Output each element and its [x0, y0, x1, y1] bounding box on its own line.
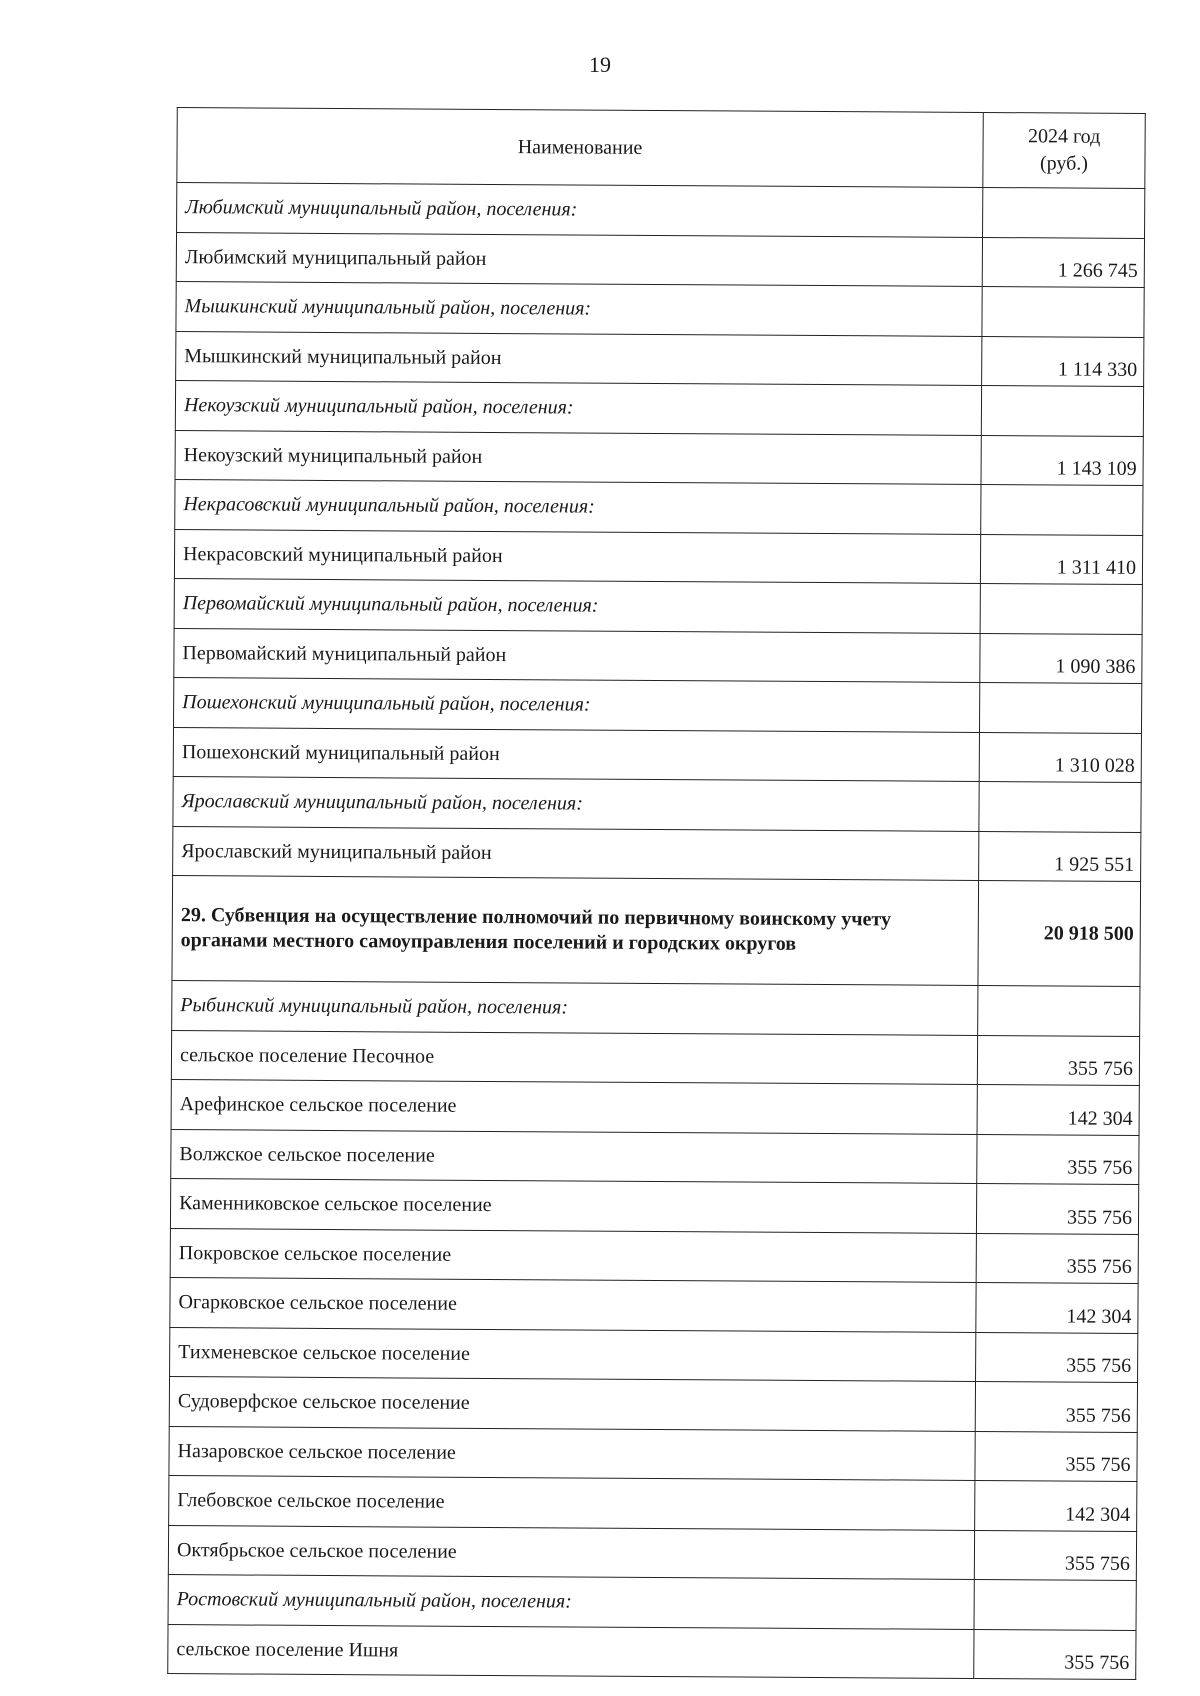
- row-name-cell: Волжское сельское поселение: [171, 1129, 977, 1183]
- column-header-year: [983, 112, 1145, 188]
- row-amount-cell: [979, 682, 1141, 732]
- row-name-cell: Назаровское сельское поселение: [169, 1426, 975, 1480]
- row-name-cell: Некоузский муниципальный район, поселения:: [175, 381, 981, 435]
- table-row: [174, 628, 1142, 683]
- row-name-cell: Любимский муниципальный район: [176, 232, 982, 286]
- column-header-name: Наименование: [177, 108, 983, 188]
- table-row: [170, 1179, 1138, 1234]
- row-amount-cell: [978, 985, 1140, 1035]
- subvention-table: [167, 107, 1146, 1680]
- district-group-row: [175, 480, 1143, 535]
- table-row: [176, 232, 1144, 287]
- table-row: [171, 1080, 1139, 1135]
- row-amount-cell: 1 114 330: [982, 336, 1144, 386]
- row-name-cell: 29. Субвенция на осуществление полномочий по первичному воинскому учету органами местного самоуправления поселений и городских округов: [172, 876, 979, 986]
- district-group-row: [172, 981, 1140, 1036]
- row-amount-cell: 142 304: [976, 1282, 1138, 1332]
- table-row: [171, 1030, 1139, 1085]
- table-row: [170, 1278, 1138, 1333]
- row-amount-cell: 355 756: [975, 1431, 1137, 1481]
- row-amount-cell: 142 304: [975, 1480, 1137, 1530]
- district-group-row: [177, 183, 1145, 238]
- row-name-cell: сельское поселение Ишня: [168, 1624, 974, 1678]
- row-name-cell: Судоверфское сельское поселение: [169, 1377, 975, 1431]
- row-amount-cell: [982, 286, 1144, 336]
- row-amount-cell: 355 756: [977, 1035, 1139, 1085]
- row-amount-cell: 1 143 109: [981, 435, 1143, 485]
- row-amount-cell: 20 918 500: [978, 880, 1141, 986]
- district-group-row: [174, 678, 1142, 733]
- row-amount-cell: 142 304: [977, 1084, 1139, 1134]
- row-name-cell: Ярославский муниципальный район, поселения:: [173, 777, 979, 831]
- table-row: [169, 1426, 1137, 1481]
- row-amount-cell: 355 756: [974, 1629, 1136, 1679]
- row-name-cell: Пошехонский муниципальный район: [173, 727, 979, 781]
- row-amount-cell: [979, 781, 1141, 831]
- row-amount-cell: 1 310 028: [979, 732, 1141, 782]
- district-group-row: [173, 777, 1141, 832]
- district-group-row: [175, 381, 1143, 436]
- table-row: [174, 529, 1142, 584]
- row-name-cell: Мышкинский муниципальный район: [176, 331, 982, 385]
- table-body: [168, 183, 1145, 1680]
- row-amount-cell: [980, 583, 1142, 633]
- table-row: [171, 1129, 1139, 1184]
- table-row: [176, 331, 1144, 386]
- page-number: 19: [589, 52, 611, 77]
- row-name-cell: Глебовское сельское поселение: [169, 1476, 975, 1530]
- row-name-cell: Ростовский муниципальный район, поселения:: [168, 1575, 974, 1629]
- table-row: [170, 1228, 1138, 1283]
- row-name-cell: сельское поселение Песочное: [171, 1030, 977, 1084]
- row-amount-cell: 355 756: [977, 1134, 1139, 1184]
- row-name-cell: Любимский муниципальный район, поселения:: [177, 183, 983, 237]
- row-name-cell: Каменниковское сельское поселение: [170, 1179, 976, 1233]
- row-amount-cell: 1 311 410: [980, 534, 1142, 584]
- table-row: [169, 1476, 1137, 1531]
- section-heading-row: [172, 876, 1141, 987]
- table-row: [168, 1525, 1136, 1580]
- table-header-row: [177, 108, 1145, 189]
- row-amount-cell: [981, 385, 1143, 435]
- row-name-cell: Огарковское сельское поселение: [170, 1278, 976, 1332]
- row-name-cell: Рыбинский муниципальный район, поселения:: [172, 981, 978, 1035]
- row-amount-cell: 1 925 551: [979, 831, 1141, 881]
- row-amount-cell: 355 756: [974, 1530, 1136, 1580]
- row-amount-cell: [981, 484, 1143, 534]
- row-name-cell: Некрасовский муниципальный район, поселения:: [175, 480, 981, 534]
- row-amount-cell: 1 090 386: [980, 633, 1142, 683]
- row-amount-cell: 355 756: [976, 1183, 1138, 1233]
- row-name-cell: Тихменевское сельское поселение: [170, 1327, 976, 1381]
- table-row: [169, 1377, 1137, 1432]
- row-name-cell: Первомайский муниципальный район: [174, 628, 980, 682]
- row-name-cell: Арефинское сельское поселение: [171, 1080, 977, 1134]
- row-amount-cell: [983, 187, 1145, 237]
- row-name-cell: Мышкинский муниципальный район, поселения:: [176, 282, 982, 336]
- row-name-cell: Ярославский муниципальный район: [173, 826, 979, 880]
- row-amount-cell: [974, 1579, 1136, 1629]
- row-amount-cell: 355 756: [976, 1332, 1138, 1382]
- row-name-cell: Покровское сельское поселение: [170, 1228, 976, 1282]
- row-name-cell: Некоузский муниципальный район: [175, 430, 981, 484]
- table-row: [173, 826, 1141, 881]
- district-group-row: [168, 1575, 1136, 1630]
- table-row: [168, 1624, 1136, 1679]
- row-name-cell: Некрасовский муниципальный район: [174, 529, 980, 583]
- column-header-year-label: 2024 год: [1027, 125, 1101, 148]
- table-row: [173, 727, 1141, 782]
- row-amount-cell: 355 756: [976, 1233, 1138, 1283]
- column-header-year-unit: (руб.): [1039, 152, 1089, 175]
- subvention-table-container: [167, 107, 1145, 1680]
- district-group-row: [176, 282, 1144, 337]
- table-row: [175, 430, 1143, 485]
- district-group-row: [174, 579, 1142, 634]
- row-amount-cell: 355 756: [975, 1381, 1137, 1431]
- row-name-cell: Октябрьское сельское поселение: [168, 1525, 974, 1579]
- row-name-cell: Первомайский муниципальный район, поселения:: [174, 579, 980, 633]
- row-name-cell: Пошехонский муниципальный район, поселения:: [174, 678, 980, 732]
- table-row: [170, 1327, 1138, 1382]
- row-amount-cell: 1 266 745: [982, 237, 1144, 287]
